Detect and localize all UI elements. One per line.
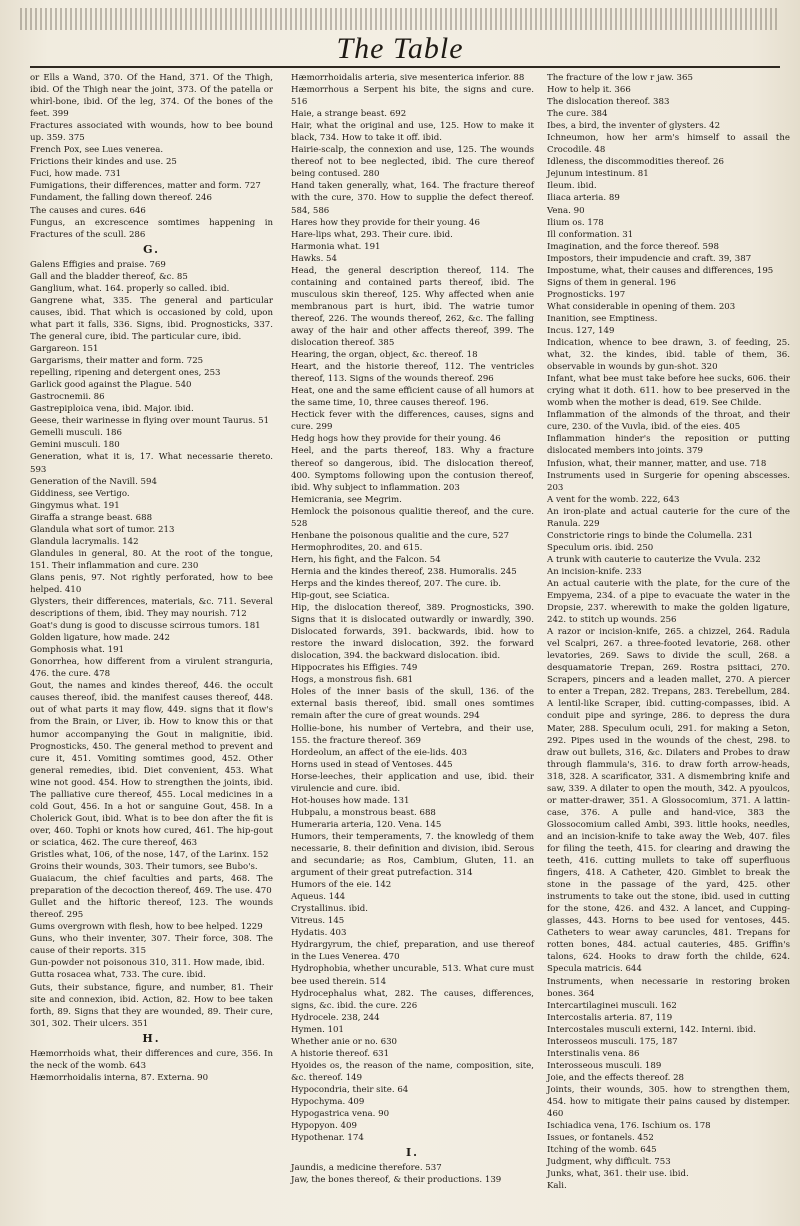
index-entry: Whether anie or no. 630 (291, 1036, 398, 1047)
index-entry: Fumigations, their differences, matter and form. 727 (30, 181, 261, 192)
index-entry: Gutta rosacea what, 733. The cure. ibid. (30, 970, 206, 981)
index-entry: Hydrocele. 238, 244 (291, 1012, 380, 1023)
index-entry: Gullet and the hiftoric thereof, 123. The wounds thereof. 295 (30, 898, 273, 921)
index-entry: Horns used in stead of Ventoses. 445 (291, 759, 453, 770)
index-entry: Heart, and the historie thereof, 112. The ventricles thereof, 113. Signs of the wounds thereof. 296 (291, 362, 534, 385)
index-entry: Hydrophobia, whether uncurable, 513. What cure must bee used therein. 514 (291, 964, 534, 987)
index-entry: Impostors, their impudencie and craft. 39, 387 (547, 253, 752, 264)
index-entry: Jaundis, a medicine therefore. 537 (291, 1163, 442, 1174)
index-entry: Head, the general description thereof, 114. The containing and contained parts thereof, ibid. The musculous skin thereof, 125. Why affected when anie membranous part is hurt, ibid. The watrie tumor thereof, 226. The wounds thereof, 262, &c. The falling away of the hair and other affects thereof, 399. The dislocation thereof. 385 (291, 265, 534, 349)
index-entry: Gomphosis what. 191 (30, 645, 125, 656)
index-entry: The fracture of the low r jaw. 365 (547, 73, 693, 83)
page-header: The Table (336, 32, 464, 65)
index-entry: Gargarisms, their matter and form. 725 (30, 356, 204, 367)
index-entry: Heat, one and the same efficient cause of all humors at the same time, 10, three causes thereof. 196. (291, 386, 534, 409)
index-entry: Hæmorrhoids what, their differences and cure, 356. In the neck of the womb. 643 (30, 1048, 273, 1071)
index-entry: The causes and cures. 646 (30, 205, 146, 216)
index-entry: Intercostales musculi externi, 142. Interni. ibid. (547, 1024, 756, 1035)
index-entry: Humors, their temperaments, 7. the knowledg of them necessarie, 8. their definition and division, ibid. Serous and secundarie; as Ros, Cambium, Gluten, 11. an argument of their great putrefaction. 314 (291, 831, 534, 879)
index-entry: Idleness, the discommodities thereof. 26 (547, 157, 724, 168)
index-entry: Hypochyma. 409 (291, 1096, 365, 1107)
index-entry: Gonorrhea, how different from a virulent stranguria, 476. the cure. 478 (30, 657, 273, 680)
index-entry: Hogs, a monstrous fish. 681 (291, 675, 414, 686)
index-entry: Iliaca arteria. 89 (547, 193, 620, 204)
index-entry: Kali. (547, 1181, 567, 1192)
index-entry: Gristles what, 106, of the nose, 147, of the Larinx. 152 (30, 850, 269, 860)
index-entry: Fundament, the falling down thereof. 246 (30, 193, 212, 204)
index-entry: Hollie-bone, his number of Vertebra, and their use, 155. the fracture thereof. 369 (291, 723, 534, 746)
index-entry: Geese, their warinesse in flying over mount Taurus. 51 (30, 416, 270, 427)
index-entry: A trunk with cauterie to cauterize the Vvula. 232 (547, 554, 761, 565)
index-entry: Intercartilaginei musculi. 162 (547, 1000, 677, 1011)
index-entry: Hair, what the original and use, 125. How to make it black, 734. How to take it off. ibid. (291, 121, 534, 144)
index-entry: Goat's dung is good to discusse scirrous tumors. 181 (30, 621, 261, 632)
index-entry: Glans penis, 97. Not rightly perforated, how to bee helped. 410 (30, 572, 273, 595)
index-entry: Infusion, what, their manner, matter, and use. 718 (547, 458, 767, 469)
index-entry: Hemlock the poisonous qualitie thereof, and the cure. 528 (291, 506, 534, 529)
index-entry: Ilium os. 178 (547, 217, 604, 228)
index-entry: Issues, or fontanels. 452 (547, 1133, 654, 1144)
index-entry: Inanition, see Emptiness. (547, 313, 658, 324)
index-entry: Ill conformation. 31 (547, 229, 634, 240)
index-column-2 (291, 72, 534, 1186)
index-entry: Hydrocephalus what, 282. The causes, differences, signs, &c. ibid. the cure. 226 (291, 988, 534, 1011)
index-entry: Glysters, their differences, materials, &c. 711. Several descriptions of them, ibid. They may nourish. 712 (30, 597, 273, 620)
index-entry: What considerable in opening of them. 203 (547, 301, 736, 312)
index-entry: The cure. 384 (547, 109, 608, 120)
index-letter-heading: G. (143, 242, 160, 256)
index-letter-heading: H. (142, 1031, 161, 1045)
index-entry: Ichneumon, how her arm's himself to assail the Crocodile. 48 (547, 133, 790, 156)
index-entry: Aqueus. 144 (291, 892, 346, 903)
index-entry: Hairie-scalp, the connexion and use, 125. The wounds thereof not to bee neglected, ibid. The cure thereof being contused. 280 (291, 145, 534, 180)
index-entry: Interosseos musculi. 175, 187 (547, 1036, 678, 1047)
index-entry: Hydrargyrum, the chief, preparation, and use thereof in the Lues Venerea. 470 (291, 940, 534, 963)
index-entry: Hydatis. 403 (291, 928, 347, 939)
index-entry: Groins their wounds, 303. Their tumors, see Bubo's. (30, 862, 258, 873)
index-entry: Ibes, a bird, the inventer of glysters. 42 (547, 121, 721, 132)
index-entry: Hypocondria, their site. 64 (291, 1084, 409, 1095)
index-entry: Hot-houses how made. 131 (291, 795, 410, 806)
index-entry: Speculum oris. ibid. 250 (547, 542, 654, 553)
index-entry: Garlick good against the Plague. 540 (30, 380, 192, 391)
index-entry: Glandula lacrymalis. 142 (30, 536, 139, 547)
index-entry: Vitreus. 145 (291, 916, 345, 927)
index-entry: Hymen. 101 (291, 1024, 344, 1035)
index-entry: Hubpalu, a monstrous beast. 688 (291, 807, 436, 818)
index-column-1 (30, 72, 273, 1084)
index-entry: Glandules in general, 80. At the root of the tongue, 151. Their inflammation and cure. 230 (30, 548, 273, 571)
index-entry: An iron-plate and actual cauterie for the cure of the Ranula. 229 (547, 506, 790, 529)
index-entry: Hernia and the kindes thereof, 238. Humoralis. 245 (291, 566, 517, 577)
index-entry: Hearing, the organ, object, &c. thereof. 18 (291, 350, 478, 361)
index-entry: Prognosticks. 197 (547, 289, 626, 300)
index-entry: Holes of the inner basis of the skull, 136. of the external basis thereof, ibid. small ones somtimes remain after the cure of great wounds. 294 (291, 687, 534, 722)
header-rule (30, 66, 780, 68)
index-entry: Gingymus what. 191 (30, 500, 120, 511)
index-entry: The dislocation thereof. 383 (547, 97, 670, 108)
index-entry: Gastrepiploica vena, ibid. Major. ibid. (30, 404, 194, 415)
index-entry: Hawks. 54 (291, 253, 337, 264)
index-entry: Fungus, an excrescence somtimes happening in Fractures of the scull. 286 (30, 217, 273, 240)
index-entry: Humeraria arteria, 120. Vena. 145 (291, 819, 442, 830)
index-entry: Gastrocnemii. 86 (30, 392, 105, 403)
index-entry: Hæmorrhous a Serpent his bite, the signs and cure. 516 (291, 85, 534, 108)
index-entry: Jaw, the bones thereof, & their productions. 139 (291, 1175, 502, 1186)
index-entry: Frictions their kindes and use. 25 (30, 157, 177, 168)
index-entry: Hypogastrica vena. 90 (291, 1109, 390, 1120)
index-entry: Gun-powder not poisonous 310, 311. How made, ibid. (30, 958, 265, 969)
index-entry: Henbane the poisonous qualitie and the cure, 527 (291, 530, 510, 541)
index-entry: Guaiacum, the chief faculties and parts, 468. The preparation of the decoction thereof, 469. The use. 470 (30, 874, 273, 897)
index-entry: Gemelli musculi. 186 (30, 428, 122, 439)
index-entry: Junks, what, 361. their use. ibid. (547, 1169, 689, 1180)
index-entry: Gall and the bladder thereof, &c. 85 (30, 271, 188, 282)
index-entry: Hip-gout, see Sciatica. (291, 591, 390, 602)
index-entry: Vena. 90 (547, 205, 585, 216)
index-entry: Herps and the kindes thereof, 207. The cure. ib. (291, 578, 501, 589)
index-entry: Itching of the womb. 645 (547, 1145, 657, 1156)
header-ornament (20, 8, 780, 30)
index-entry: Hemicrania, see Megrim. (291, 494, 402, 505)
index-entry: Hæmorrhoidalis arteria, sive mesenterica inferior. 88 (291, 73, 525, 83)
index-entry: Incus. 127, 149 (547, 325, 615, 336)
index-entry: Gums overgrown with flesh, how to bee helped. 1229 (30, 922, 263, 933)
index-entry: Impostume, what, their causes and differences, 195 (547, 265, 774, 276)
index-entry: Interosseous musculi. 189 (547, 1060, 662, 1071)
index-entry: Hectick fever with the differences, causes, signs and cure. 299 (291, 410, 534, 433)
index-entry: Harmonia what. 191 (291, 241, 381, 252)
index-entry: Giraffa a strange beast. 688 (30, 512, 153, 523)
index-entry: A historie thereof. 631 (291, 1048, 390, 1059)
index-entry: Horse-leeches, their application and use, ibid. their virulencie and cure. ibid. (291, 771, 534, 794)
index-entry: Inflammation of the almonds of the throat, and their cure, 230. of the Vuvla, ibid. of the eies. 405 (547, 410, 790, 433)
index-entry: Infant, what bee must take before hee sucks, 606. their crying what it doth. 611. how to bee preserved in the womb when the mother is dead, 619. See Childe. (547, 374, 790, 409)
index-entry: Interstinalis vena. 86 (547, 1048, 640, 1059)
index-entry: Generation of the Navill. 594 (30, 476, 157, 487)
index-entry: Hares how they provide for their young. 46 (291, 217, 480, 228)
index-column-3 (547, 72, 790, 1192)
index-entry: Hæmorrhoidalis interna, 87. Externa. 90 (30, 1072, 209, 1083)
index-entry: Guts, their substance, figure, and number, 81. Their site and connexion, ibid. Action, 82. How to bee taken forth, 89. Signs that they are wounded, 89. Their cure, 301, 302. Their ulcers. 351 (30, 982, 273, 1029)
index-entry: Instruments used in Surgerie for opening abscesses. 203 (547, 470, 790, 493)
index-entry: Jejunum intestinum. 81 (547, 169, 649, 180)
index-entry: Ileum. ibid. (547, 181, 597, 192)
index-entry: Fuci, how made. 731 (30, 169, 122, 180)
index-entry: Hermophrodites, 20. and 615. (291, 542, 423, 553)
index-entry: Constrictorie rings to binde the Columella. 231 (547, 530, 754, 541)
index-entry: Fractures associated with wounds, how to bee bound up. 359. 375 (30, 121, 273, 144)
index-entry: Hand taken generally, what, 164. The fracture thereof with the cure, 370. How to supplie the defect thereof. 584, 586 (291, 181, 534, 216)
index-entry: Hypopyon. 409 (291, 1121, 357, 1132)
index-entry: Humors of the eie. 142 (291, 880, 392, 891)
index-entry: How to help it. 366 (547, 85, 631, 96)
index-entry: Hern, his fight, and the Falcon. 54 (291, 554, 441, 565)
index-entry: Glandula what sort of tumor. 213 (30, 524, 175, 535)
index-entry: Heel, and the parts thereof, 183. Why a fracture thereof so dangerous, ibid. The dislocation thereof, 400. Symptoms following upon the contusion thereof, ibid. Why subject to inflammation. 203 (291, 446, 534, 493)
index-entry: Hip, the dislocation thereof, 389. Prognosticks, 390. Signs that it is dislocated outwardly or inwardly, 390. Dislocated forwards, 391. backwards, ibid. how to restore the inward dislocation, 392. the forward dislocation, 394. the backward dislocation. ibid. (291, 603, 534, 662)
index-entry: or Ells a Wand, 370. Of the Hand, 371. Of the Thigh, ibid. Of the Thigh near the joint, 373. Of the patella or whirl-bone, ibid. Of the leg, 374. Of the bones of the feet. 399 (30, 73, 273, 120)
index-entry: Hedg hogs how they provide for their young. 46 (291, 434, 501, 445)
index-entry: Instruments, when necessarie in restoring broken bones. 364 (547, 976, 790, 999)
index-entry: Giddiness, see Vertigo. (30, 488, 130, 499)
index-entry: An incision-knife. 233 (547, 566, 642, 577)
index-entry: Hippocrates his Effigies. 749 (291, 663, 418, 674)
index-entry: A razor or incision-knife, 265. a chizzel, 264. Radula vel Scalpri, 267. a three-footed levatorie, 268. other levatories, 269. Saws to divide the scull, 268. a desquamatorie Trepan, 269. Rostra psittaci, 270. Scrapers, pincers and a leaden mallet, 270. A piercer to enter a Trepan, 282. Trepans, 283. Terebellum, 284. A lentil-like Scraper, ibid. cutting-compasses, ibid. A conduit pipe and syringe, 286. to depress the dura Mater, 288. Speculum oculi, 291. for making a Seton, 292. Pipes used in the wounds of the chest, 298. to draw out bullets, 316, &c. Dilaters and Probes to draw through flammula's, 316. to draw forth arrow-heads, 318, 328. A scarificator, 331. A dismembring knife and saw, 339. A dilater to open the mouth, 342. A pyoulcos, or matter-drawer, 351. A Glossocomium, 371. A lattin-case, 376. A pulle and hand-vice, 383 the Glossocomium called Ambi, 393. little hooks, needles, and an incision-knife to take away the Web, 407. files for filing the teeth, 415. for clearing and drawing the teeth, 416. cutting mullets to take off superfluous fingers, 418. A Catheter, 420. Gimblet to break the stone in the passage of the yard, 425. other instruments to take out the stone, ibid. used in cutting for the stone, 426. and 432. A lancet, and Cupping-glasses, 443. Horns to bee used for ventoses, 445. Catheters to wear away caruncles, 481. Trepans for rotten bones, 484. actual cauteries, 485. Griffin's talons, 624. Hooks to draw forth the childe, 624. Specula matricis. 644 (547, 627, 790, 975)
index-entry: Joints, their wounds, 305. how to strengthen them, 454. how to mitigate their pains caused by distemper. 460 (547, 1084, 790, 1120)
index-entry: Hordeolum, an affect of the eie-lids. 403 (291, 747, 468, 758)
index-entry: Hare-lips what, 293. Their cure. ibid. (291, 229, 453, 240)
index-entry: French Pox, see Lues venerea. (30, 145, 164, 156)
index-entry: Gangrene what, 335. The general and particular causes, ibid. That which is occasioned by cold, upon what part it falls, 336. Signs, ibid. Prognosticks, 337. The general cure, ibid. The particular cure, ibid. (30, 295, 273, 342)
index-letter-heading: I. (406, 1146, 419, 1160)
index-entry: Generation, what it is, 17. What necessarie thereto. 593 (30, 452, 273, 475)
index-entry: Crystallinus. ibid. (291, 904, 368, 915)
index-entry: Joie, and the effects thereof. 28 (547, 1072, 685, 1083)
index-entry: Judgment, why difficult. 753 (547, 1157, 671, 1168)
index-entry: Signs of them in general. 196 (547, 277, 676, 288)
index-entry: Golden ligature, how made. 242 (30, 633, 170, 644)
index-entry: repelling, ripening and detergent ones, 253 (30, 368, 221, 379)
index-entry: Haie, a strange beast. 692 (291, 109, 407, 120)
index-entry: An actual cauterie with the plate, for the cure of the Empyema, 234. of a pipe to evacuate the water in the Dropsie, 237. wherewith to make the golden ligature, 242. to stitch up wounds. 256 (547, 578, 790, 626)
index-entry: Guns, who their inventer, 307. Their force, 308. The cause of their reports. 315 (30, 934, 273, 957)
index-entry: Gemini musculi. 180 (30, 440, 120, 451)
index-entry: Hyoides os, the reason of the name, composition, site, &c. thereof. 149 (291, 1060, 534, 1083)
index-entry: Galens Effigies and praise. 769 (30, 259, 166, 270)
index-entry: Ischiadica vena, 176. Ischium os. 178 (547, 1121, 711, 1132)
index-entry: Intercostalis arteria. 87, 119 (547, 1012, 673, 1023)
index-entry: Hypothenar. 174 (291, 1133, 364, 1144)
index-entry: Imagination, and the force thereof. 598 (547, 241, 719, 252)
index-entry: Inflammation hinder's the reposition or putting dislocated members into joints. 379 (547, 434, 790, 457)
index-entry: Ganglium, what. 164. properly so called. ibid. (30, 283, 230, 294)
index-entry: Gout, the names and kindes thereof, 446. the occult causes thereof, ibid. the manifest causes thereof, 448. out of what parts it may flow, 449. signs that it flow's from the Brain, or Liver, ib. How to know this or that humor accompanying the Gout in malignitie, ibid. Prognosticks, 450. The general method to prevent and cure it, 451. Vomiting somtimes good, 452. Other general remedies, ibid. Diet convenient, 453. What wine not good. 454. How to strengthen the joints, ibid. The palliative cure thereof, 455. Local medicines in a cold Gout, 456. In a hot or sanguine Gout, 458. In a Cholerick Gout, ibid. What is to bee don after the fit is over, 460. Tophi or knots how cured, 461. The hip-gout or sciatica, 462. The cure thereof, 463 (30, 681, 273, 848)
index-entry: Indication, whence to bee drawn, 3. of feeding, 25. what, 32. the kindes, ibid. table of them, 36. observable in wounds by gun-shot. 320 (547, 338, 790, 373)
index-entry: Gargareon. 151 (30, 344, 99, 355)
index-entry: A vent for the womb. 222, 643 (547, 494, 680, 505)
